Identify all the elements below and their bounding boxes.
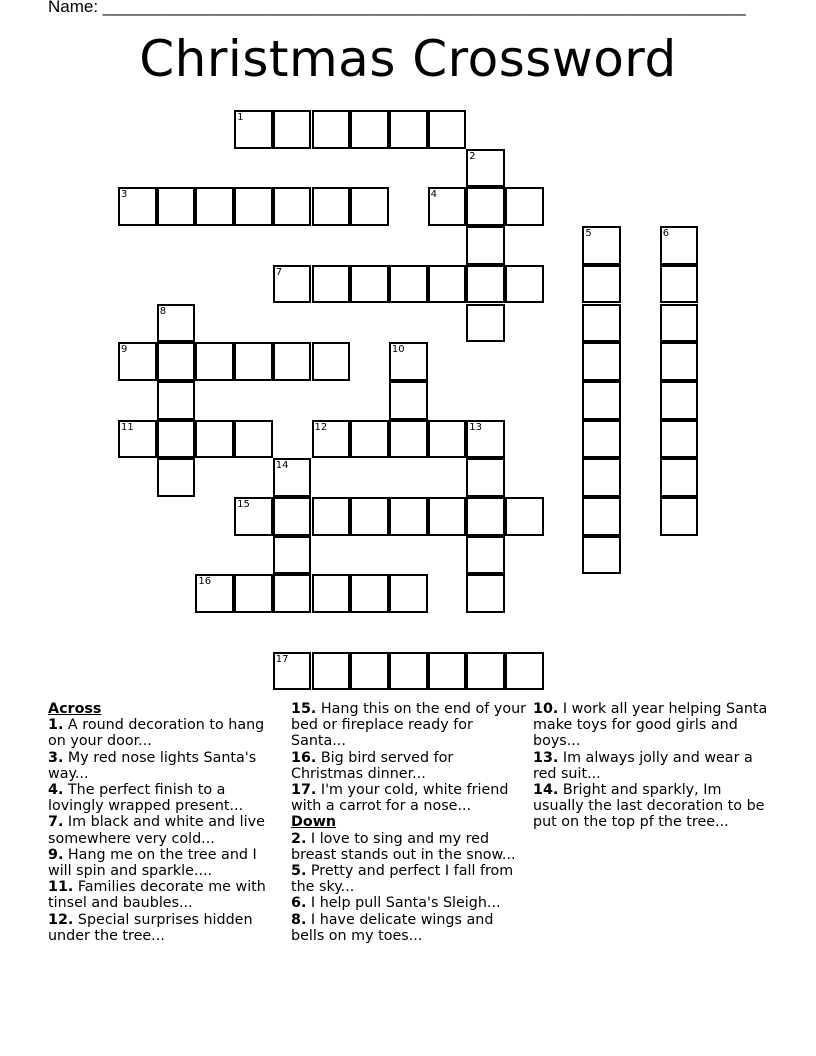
clues-column-1 [48, 701, 283, 944]
grid-cell[interactable] [157, 420, 196, 459]
clue-across-11: 11. Families decorate me with tinsel and baubles... [48, 879, 266, 912]
grid-cell[interactable] [273, 458, 312, 497]
grid-cell[interactable] [505, 187, 544, 226]
grid-cell[interactable] [118, 342, 157, 381]
clue-across-9: 9. Hang me on the tree and I will spin and sparkle.... [48, 846, 257, 880]
grid-cell[interactable] [660, 226, 699, 265]
clue-down-5: 5. Pretty and perfect I fall from the sky... [291, 863, 514, 896]
cell-number: 15 [237, 499, 250, 510]
grid-cell[interactable] [312, 342, 351, 381]
clues-column-2 [291, 701, 526, 944]
grid-cell[interactable] [118, 187, 157, 226]
grid-cell[interactable] [273, 574, 312, 613]
grid-cell[interactable] [312, 110, 351, 149]
clue-down-13: 13. Im always jolly and wear a red suit... [533, 749, 753, 782]
cell-number: 17 [275, 653, 289, 665]
grid-cell[interactable] [273, 110, 312, 149]
clue-down-6: 6. I help pull Santa's Sleigh... [291, 895, 501, 912]
grid-cell[interactable] [350, 187, 389, 226]
grid-cell[interactable] [389, 497, 428, 536]
grid-cell[interactable] [466, 226, 505, 265]
grid-cell[interactable] [389, 652, 428, 691]
grid-cell[interactable] [582, 304, 621, 343]
grid-cell[interactable] [660, 420, 699, 459]
grid-cell[interactable] [389, 574, 428, 613]
clue-across-7: 7. Im black and white and live somewhere very cold... [48, 814, 265, 847]
grid-cell[interactable] [312, 420, 351, 459]
grid-cell[interactable] [350, 574, 389, 613]
grid-cell[interactable] [389, 342, 428, 381]
page-title: Christmas Crossword [139, 30, 677, 88]
grid-cell[interactable] [234, 420, 273, 459]
grid-cell[interactable] [582, 458, 621, 497]
down-heading: Down [291, 814, 337, 831]
clue-down-10: 10. I work all year helping Santa make toys for good girls and boys... [533, 701, 768, 750]
grid-cell[interactable] [195, 187, 234, 226]
grid-cell[interactable] [118, 420, 157, 459]
grid-cell[interactable] [466, 149, 505, 188]
grid-cell[interactable] [582, 265, 621, 304]
grid-cell[interactable] [505, 497, 544, 536]
grid-cell[interactable] [273, 652, 312, 691]
grid-cell[interactable] [505, 265, 544, 304]
grid-cell[interactable] [428, 420, 467, 459]
grid-cell[interactable] [389, 265, 428, 304]
grid-cell[interactable] [195, 342, 234, 381]
grid-cell[interactable] [428, 265, 467, 304]
cell-number: 14 [275, 460, 289, 472]
grid-cell[interactable] [234, 187, 273, 226]
clue-down-8: 8. I have delicate wings and bells on my toes... [291, 911, 494, 944]
grid-cell[interactable] [660, 265, 699, 304]
cell-number: 8 [159, 305, 167, 317]
grid-cell[interactable] [157, 342, 196, 381]
grid-cell[interactable] [157, 381, 196, 420]
grid-cell[interactable] [660, 497, 699, 536]
grid-cell[interactable] [350, 652, 389, 691]
grid-cell[interactable] [234, 574, 273, 613]
grid-cell[interactable] [660, 458, 699, 497]
cell-number: 10 [391, 344, 405, 356]
grid-cell[interactable] [312, 574, 351, 613]
grid-cell[interactable] [350, 110, 389, 149]
grid-cell[interactable] [273, 187, 312, 226]
cell-number: 3 [121, 189, 128, 201]
grid-cell[interactable] [312, 652, 351, 691]
grid-cell[interactable] [466, 187, 505, 226]
grid-cell[interactable] [466, 265, 505, 304]
grid-cell[interactable] [466, 458, 505, 497]
cell-number: 9 [121, 344, 128, 356]
grid-cell[interactable] [273, 342, 312, 381]
grid-cell[interactable] [389, 420, 428, 459]
grid-cell[interactable] [466, 574, 505, 613]
clue-across-12: 12. Special surprises hidden under the tree... [48, 911, 253, 944]
grid-cell[interactable] [350, 265, 389, 304]
clue-across-4: 4. The perfect finish to a lovingly wrapped present... [48, 782, 244, 815]
grid-cell[interactable] [234, 497, 273, 536]
cell-number: 2 [469, 150, 476, 162]
cell-number: 7 [275, 266, 283, 278]
cell-number: 5 [585, 228, 592, 240]
cell-number: 6 [662, 228, 670, 240]
clue-across-3: 3. My red nose lights Santa's way... [48, 749, 257, 782]
cell-number: 13 [469, 421, 483, 433]
clues-column-3 [533, 701, 768, 831]
grid-cell[interactable] [466, 536, 505, 575]
grid-cell[interactable] [273, 536, 312, 575]
name-field[interactable]: Name: ____________________________________________________________________ [48, 0, 746, 16]
grid-cell[interactable] [273, 497, 312, 536]
grid-cell[interactable] [582, 226, 621, 265]
grid-cell[interactable] [582, 497, 621, 536]
grid-cell[interactable] [582, 420, 621, 459]
grid-cell[interactable] [428, 652, 467, 691]
grid-cell[interactable] [195, 574, 234, 613]
grid-cell[interactable] [428, 497, 467, 536]
grid-cell[interactable] [157, 458, 196, 497]
grid-cell[interactable] [195, 420, 234, 459]
grid-cell[interactable] [312, 265, 351, 304]
clue-down-14: 14. Bright and sparkly, Im usually the last decoration to be put on the top pf the tree... [533, 782, 765, 831]
cell-number: 11 [121, 421, 134, 433]
clue-across-15: 15. Hang this on the end of your bed or fireplace ready for Santa... [291, 701, 527, 750]
grid-cell[interactable] [505, 652, 544, 691]
grid-cell[interactable] [466, 420, 505, 459]
grid-cell[interactable] [157, 304, 196, 343]
grid-cell[interactable] [660, 381, 699, 420]
grid-cell[interactable] [312, 497, 351, 536]
grid-cell[interactable] [312, 187, 351, 226]
grid-cell[interactable] [234, 110, 273, 149]
cell-number: 16 [198, 576, 212, 588]
grid-cell[interactable] [660, 342, 699, 381]
grid-cell[interactable] [466, 304, 505, 343]
grid-cell[interactable] [350, 420, 389, 459]
grid-cell[interactable] [582, 536, 621, 575]
clue-across-1: 1. A round decoration to hang on your door... [48, 717, 265, 750]
grid-cell[interactable] [157, 187, 196, 226]
clue-across-17: 17. I'm your cold, white friend with a carrot for a nose... [291, 782, 509, 815]
grid-cell[interactable] [428, 110, 467, 149]
grid-cell[interactable] [389, 110, 428, 149]
grid-cell[interactable] [582, 381, 621, 420]
clue-across-16: 16. Big bird served for Christmas dinner... [291, 749, 454, 782]
cell-number: 4 [430, 189, 437, 201]
cell-number: 12 [314, 421, 328, 433]
grid-cell[interactable] [389, 381, 428, 420]
grid-cell[interactable] [466, 497, 505, 536]
grid-cell[interactable] [660, 304, 699, 343]
cell-number: 1 [237, 112, 244, 123]
grid-cell[interactable] [273, 265, 312, 304]
clue-down-2: 2. I love to sing and my red breast stands out in the snow... [291, 830, 516, 863]
grid-cell[interactable] [234, 342, 273, 381]
across-heading: Across [48, 701, 102, 717]
grid-cell[interactable] [582, 342, 621, 381]
grid-cell[interactable] [466, 652, 505, 691]
grid-cell[interactable] [428, 187, 467, 226]
grid-cell[interactable] [350, 497, 389, 536]
